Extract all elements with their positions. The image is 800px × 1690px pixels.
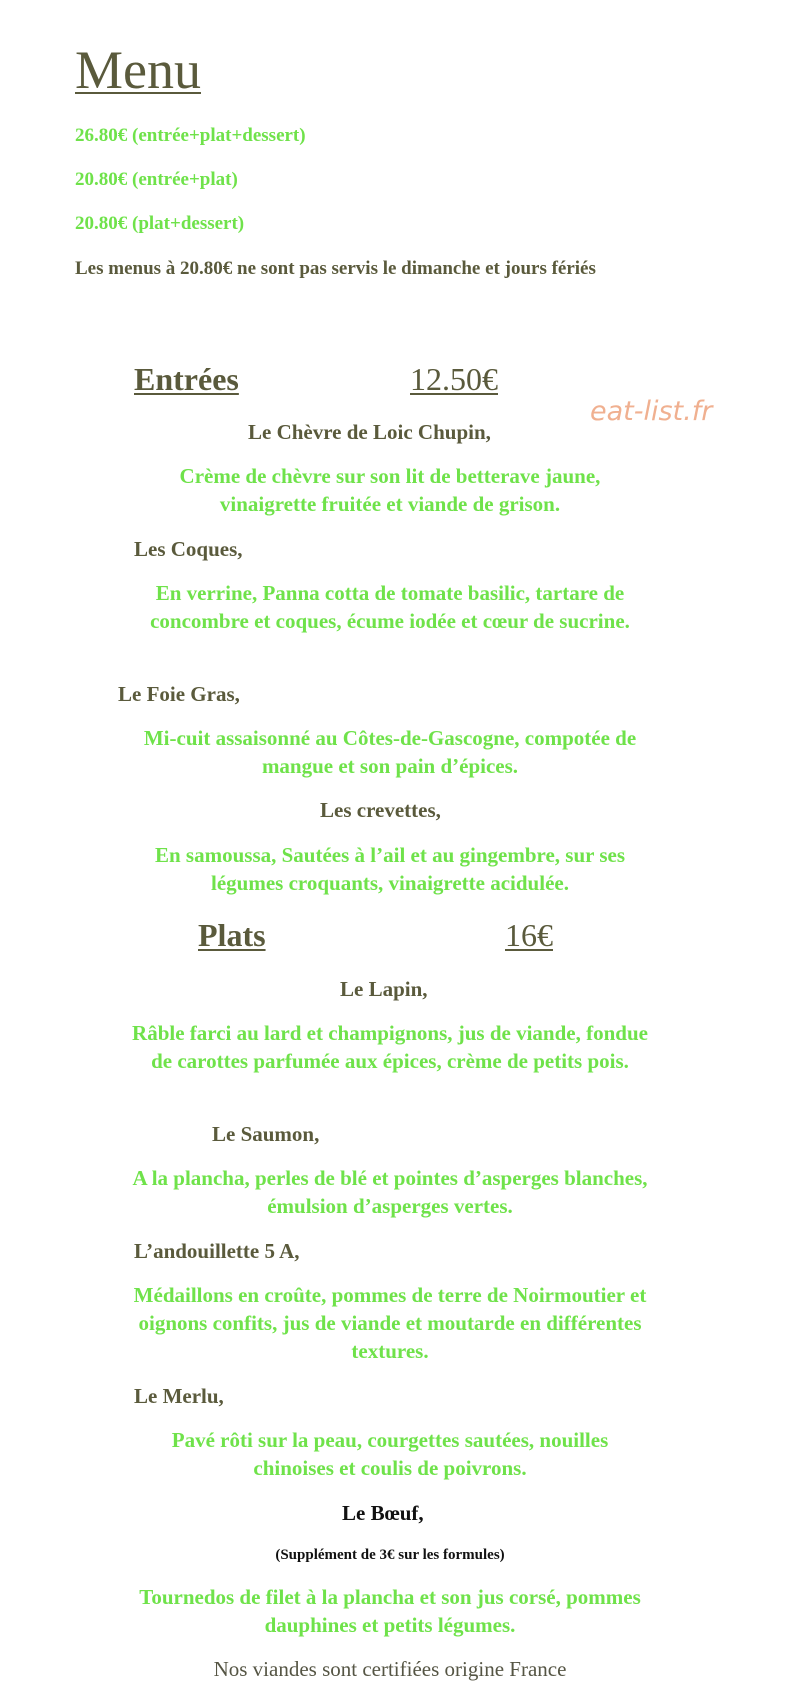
dish-description: Râble farci au lard et champignons, jus de viande, fondue de carottes parfumée aux épices, crème de petits pois. (132, 1021, 648, 1073)
dish-description: A la plancha, perles de blé et pointes d’asperges blanches, émulsion d’asperges vertes. (132, 1166, 648, 1218)
dish-description: En samoussa, Sautées à l’ail et au gingembre, sur ses légumes croquants, vinaigrette acidulée. (154, 843, 625, 895)
dish-description: En verrine, Panna cotta de tomate basilic, tartare de concombre et coques, écume iodée et cœur de sucrine. (150, 581, 630, 633)
dish-description: Mi-cuit assaisonné au Côtes-de-Gascogne, compotée de mangue et son pain d’épices. (143, 726, 637, 778)
plats-heading: Plats (198, 917, 266, 953)
supplement-note: (Supplément de 3€ sur les formules) (275, 1547, 505, 1563)
dish-name: Le Saumon, (212, 1122, 320, 1146)
dish-name: Le Chèvre de Loic Chupin, (248, 420, 491, 444)
formula-plat-dessert: 20.80€ (plat+dessert) (75, 213, 245, 234)
formula-entree-plat: 20.80€ (entrée+plat) (75, 169, 238, 190)
dish-name: Le Lapin, (340, 977, 428, 1001)
formula-note: Les menus à 20.80€ ne sont pas servis le dimanche et jours fériés (75, 258, 596, 279)
entrees-price: 12.50€ (410, 361, 498, 397)
entrees-heading: Entrées (134, 361, 239, 397)
dish-description: Crème de chèvre sur son lit de betterave jaune, vinaigrette fruitée et viande de grison. (179, 464, 601, 516)
dish-description: Tournedos de filet à la plancha et son jus corsé, pommes dauphines et petits légumes. (139, 1585, 641, 1637)
watermark: eat-list.fr (590, 396, 713, 427)
page-title: Menu (75, 40, 201, 100)
dish-name: Le Bœuf, (342, 1501, 424, 1525)
dish-name: Le Foie Gras, (118, 682, 240, 706)
dish-name: Les Coques, (134, 537, 243, 561)
dish-name: Le Merlu, (134, 1384, 224, 1408)
dish-description: Médaillons en croûte, pommes de terre de Noirmoutier et oignons confits, jus de viande et moutarde en différentes textures. (133, 1283, 647, 1363)
dish-description: Pavé rôti sur la peau, courgettes sautées, nouilles chinoises et coulis de poivrons. (171, 1428, 609, 1480)
plats-price: 16€ (505, 917, 553, 953)
origin-note: Nos viandes sont certifiées origine France (213, 1657, 567, 1681)
dish-name: Les crevettes, (320, 798, 441, 822)
formula-full: 26.80€ (entrée+plat+dessert) (75, 125, 306, 146)
dish-name: L’andouillette 5 A, (134, 1239, 300, 1263)
